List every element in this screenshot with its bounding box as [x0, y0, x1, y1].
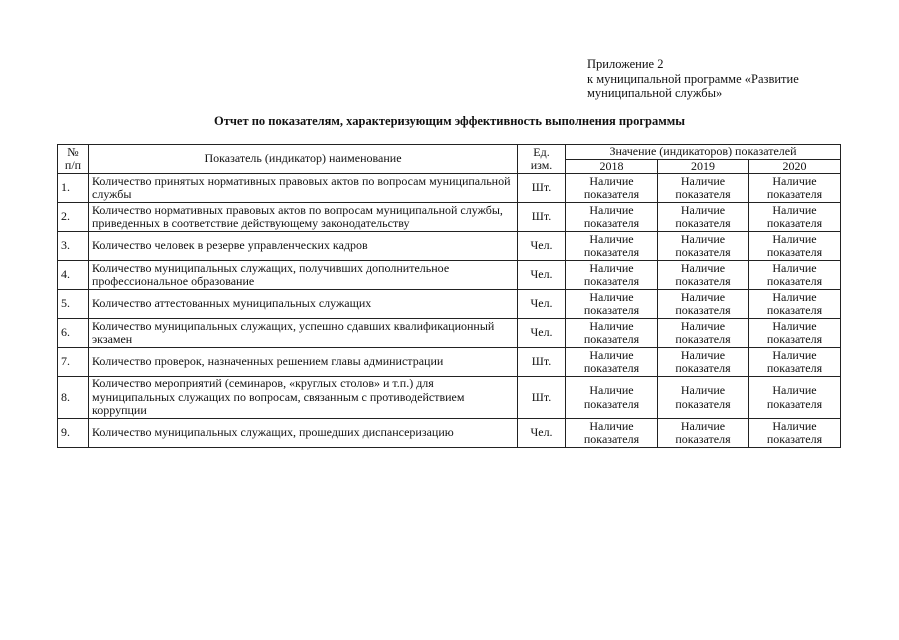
unit-cell: Шт.	[518, 174, 566, 203]
table-row	[58, 232, 841, 261]
table-row	[58, 377, 841, 419]
value-cell: Наличие показателя	[749, 174, 841, 203]
unit-cell: Чел.	[518, 419, 566, 448]
indicator-name: Количество муниципальных служащих, прошедших диспансеризацию	[89, 419, 518, 448]
report-title: Отчет по показателям, характеризующим эффективность выполнения программы	[213, 114, 685, 128]
header-num-line2: п/п	[64, 158, 82, 172]
value-cell: Наличие показателя	[658, 290, 749, 319]
annex-line-3: муниципальной службы»	[587, 86, 723, 100]
unit-cell: Шт.	[518, 377, 566, 419]
row-number: 8.	[58, 377, 89, 419]
unit-cell: Шт.	[518, 348, 566, 377]
unit-cell: Чел.	[518, 232, 566, 261]
value-cell: Наличие показателя	[566, 348, 658, 377]
row-number: 2.	[58, 203, 89, 232]
value-cell: Наличие показателя	[566, 419, 658, 448]
value-cell: Наличие показателя	[566, 290, 658, 319]
value-cell: Наличие показателя	[658, 319, 749, 348]
indicator-name: Количество проверок, назначенных решением главы администрации	[89, 348, 518, 377]
row-number: 5.	[58, 290, 89, 319]
row-number: 1.	[58, 174, 89, 203]
value-cell: Наличие показателя	[566, 203, 658, 232]
header-num	[58, 145, 89, 174]
value-cell: Наличие показателя	[749, 319, 841, 348]
header-year: 2018	[566, 159, 658, 174]
header-values-group: Значение (индикаторов) показателей	[566, 145, 841, 160]
unit-cell: Чел.	[518, 319, 566, 348]
value-cell: Наличие показателя	[566, 377, 658, 419]
value-cell: Наличие показателя	[658, 203, 749, 232]
value-cell: Наличие показателя	[749, 348, 841, 377]
indicator-name: Количество принятых нормативных правовых актов по вопросам муниципальной службы	[89, 174, 518, 203]
row-number: 9.	[58, 419, 89, 448]
value-cell: Наличие показателя	[749, 232, 841, 261]
value-cell: Наличие показателя	[749, 203, 841, 232]
indicators-table	[57, 144, 841, 448]
header-year: 2019	[658, 159, 749, 174]
value-cell: Наличие показателя	[658, 232, 749, 261]
table-row	[58, 319, 841, 348]
value-cell: Наличие показателя	[749, 377, 841, 419]
row-number: 3.	[58, 232, 89, 261]
value-cell: Наличие показателя	[566, 174, 658, 203]
value-cell: Наличие показателя	[749, 419, 841, 448]
table-row	[58, 419, 841, 448]
value-cell: Наличие показателя	[658, 348, 749, 377]
value-cell: Наличие показателя	[566, 232, 658, 261]
indicator-name: Количество муниципальных служащих, получивших дополнительное профессиональное образование	[89, 261, 518, 290]
unit-cell: Чел.	[518, 261, 566, 290]
unit-cell: Чел.	[518, 290, 566, 319]
row-number: 4.	[58, 261, 89, 290]
value-cell: Наличие показателя	[658, 261, 749, 290]
annex-line-1: Приложение 2	[587, 57, 664, 71]
value-cell: Наличие показателя	[566, 319, 658, 348]
value-cell: Наличие показателя	[749, 290, 841, 319]
row-number: 6.	[58, 319, 89, 348]
header-unit-line2: изм.	[530, 158, 553, 172]
header-year: 2020	[749, 159, 841, 174]
annex-line-2: к муниципальной программе «Развитие	[587, 71, 799, 86]
value-cell: Наличие показателя	[658, 419, 749, 448]
indicator-name: Количество человек в резерве управленческих кадров	[89, 232, 518, 261]
table-row	[58, 261, 841, 290]
table-row	[58, 174, 841, 203]
table-row	[58, 348, 841, 377]
annex-note	[587, 57, 799, 101]
indicator-name: Количество нормативных правовых актов по вопросам муниципальной службы, приведенных в соответствие действующему законодательству	[89, 203, 518, 232]
indicator-name: Количество мероприятий (семинаров, «круглых столов» и т.п.) для муниципальных служащих по вопросам, связанным с противодействием коррупции	[89, 377, 518, 419]
value-cell: Наличие показателя	[658, 377, 749, 419]
indicator-name: Количество аттестованных муниципальных служащих	[89, 290, 518, 319]
value-cell: Наличие показателя	[566, 261, 658, 290]
row-number: 7.	[58, 348, 89, 377]
value-cell: Наличие показателя	[749, 261, 841, 290]
unit-cell: Шт.	[518, 203, 566, 232]
indicator-name: Количество муниципальных служащих, успешно сдавших квалификационный экзамен	[89, 319, 518, 348]
table-row	[58, 290, 841, 319]
value-cell: Наличие показателя	[658, 174, 749, 203]
header-num-line1: №	[67, 144, 79, 159]
table-row	[58, 203, 841, 232]
header-unit-line1: Ед.	[533, 144, 550, 159]
header-unit	[518, 145, 566, 174]
header-name: Показатель (индикатор) наименование	[89, 145, 518, 174]
header-row	[58, 145, 841, 160]
